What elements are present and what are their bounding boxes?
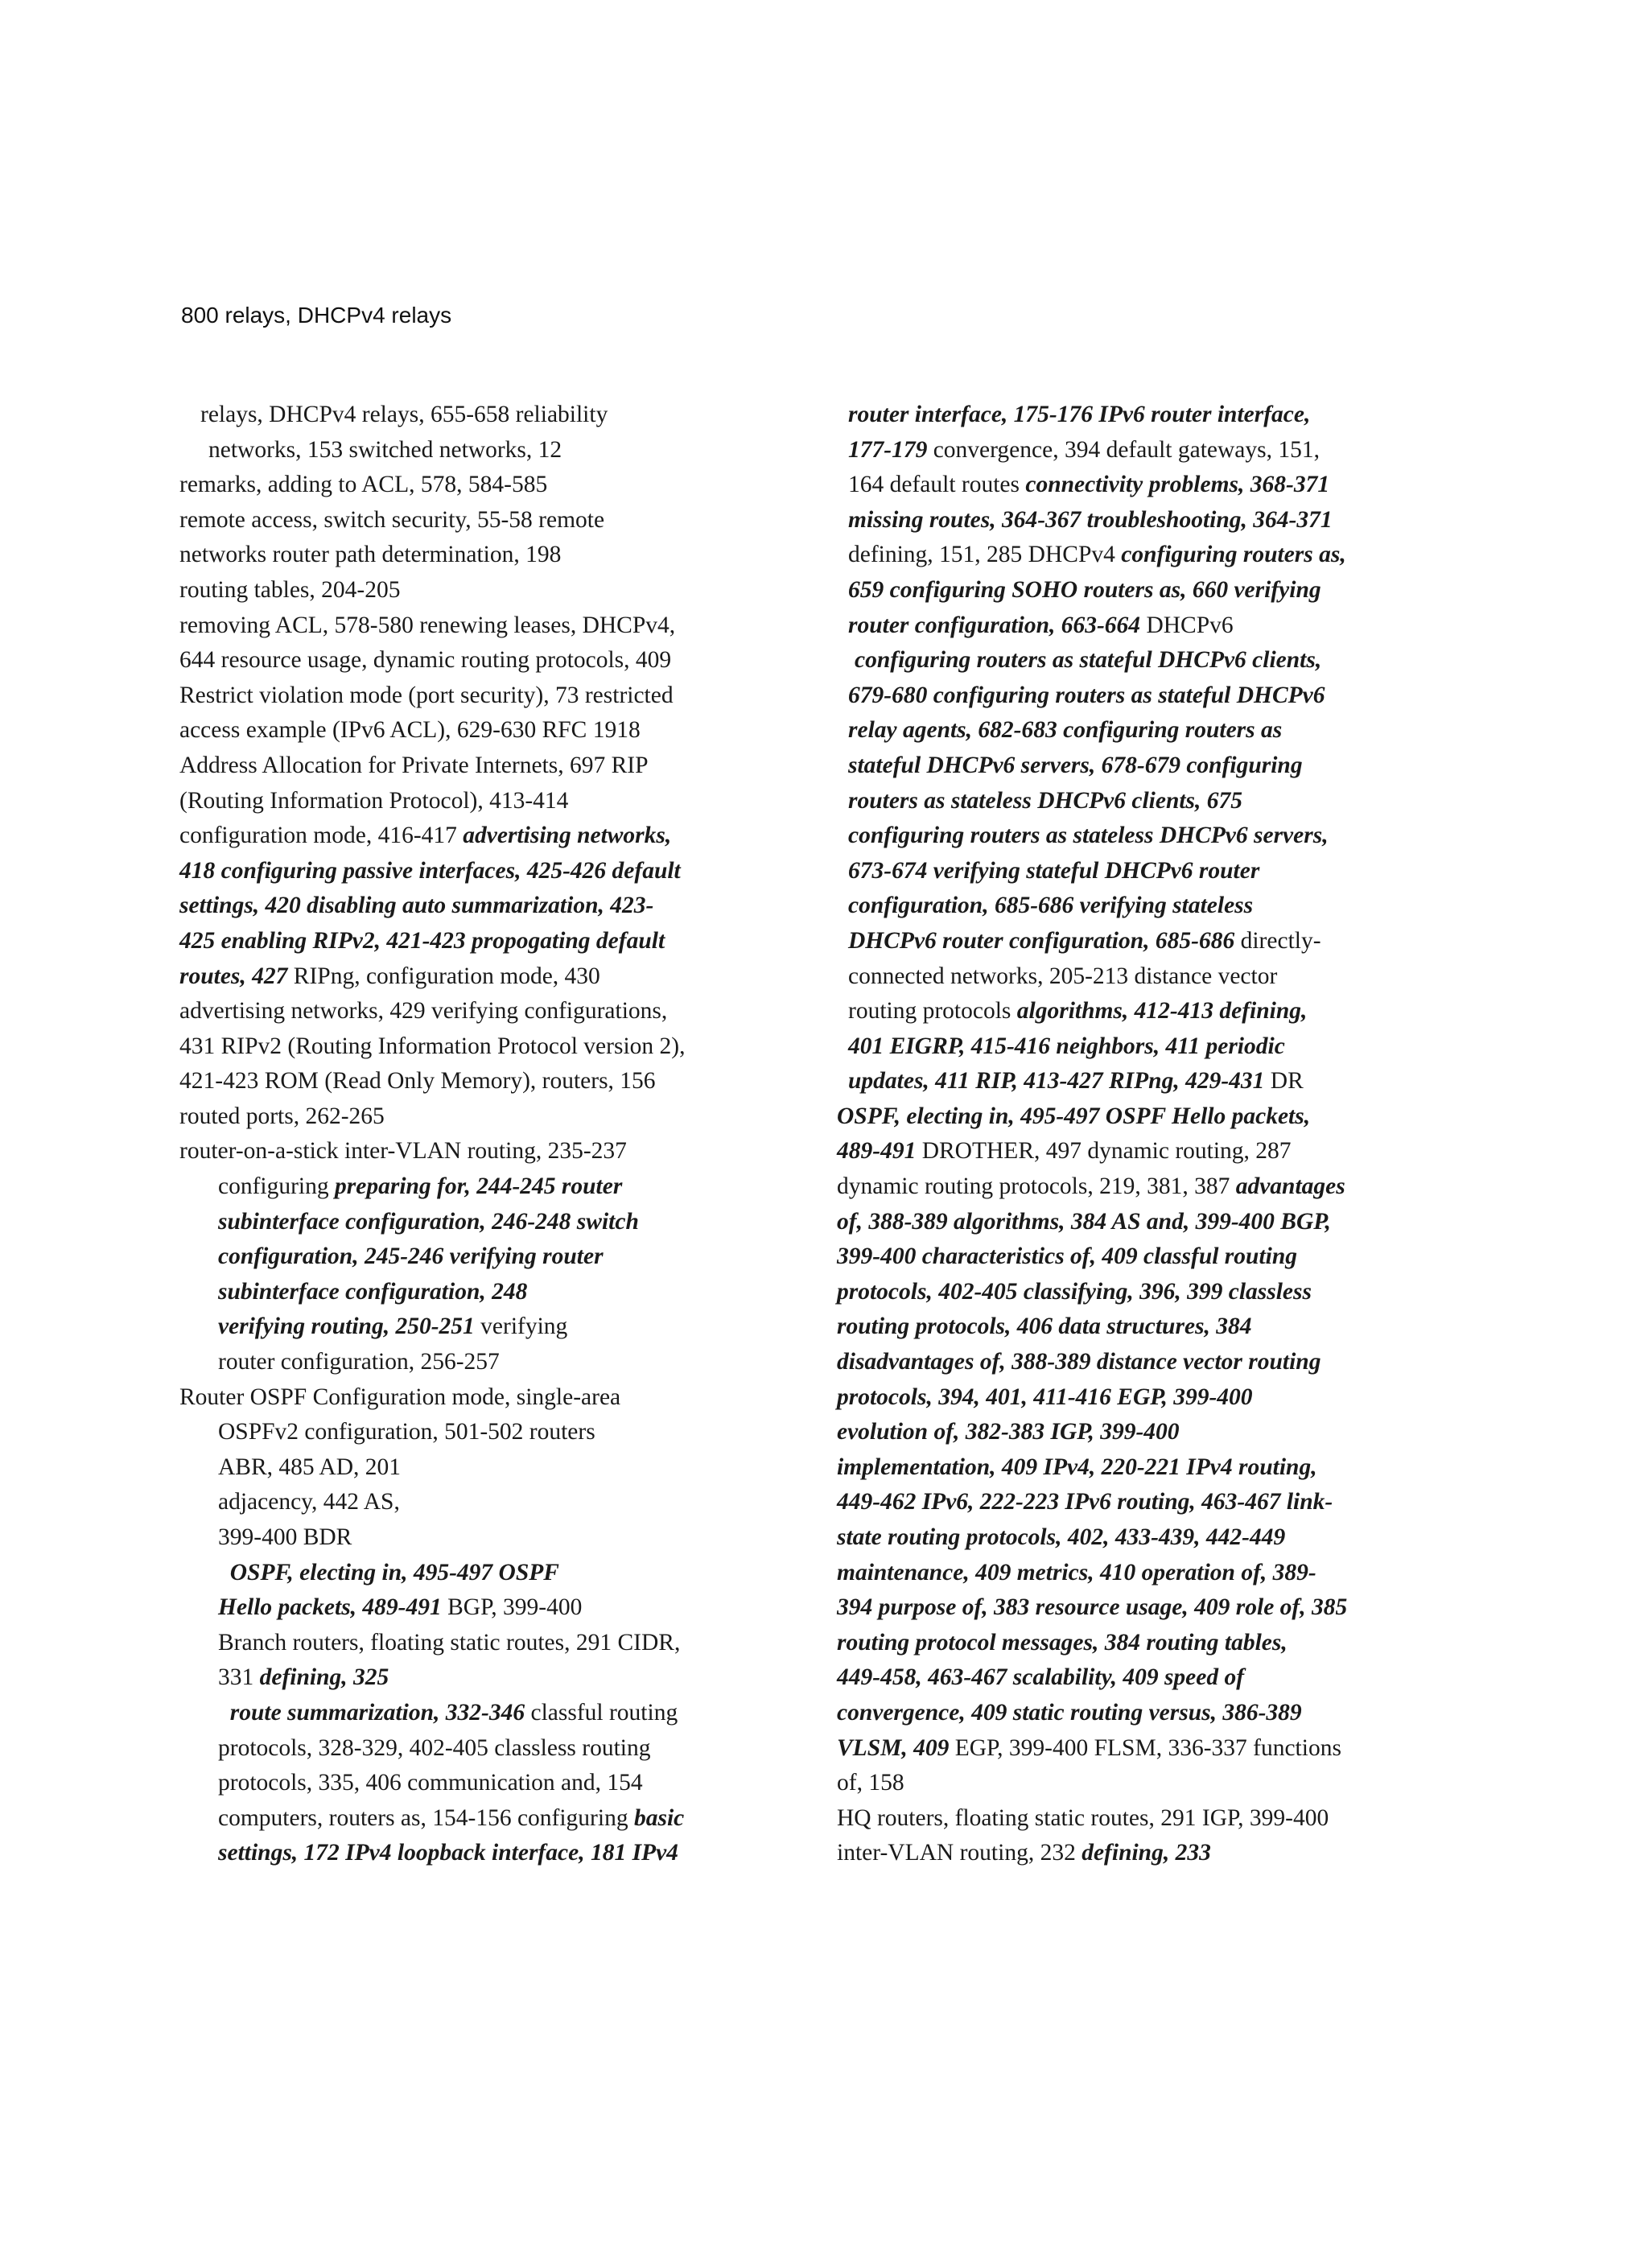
index-line (179, 784, 775, 819)
index-line (179, 1626, 775, 1661)
index-subentry-text: convergence, 409 static routing versus, 386-389 (837, 1699, 1302, 1726)
index-line (837, 1731, 1448, 1767)
index-line (179, 1801, 775, 1837)
index-line (179, 819, 775, 854)
index-subentry-text: disadvantages of, 388-389 distance vector routing (837, 1349, 1321, 1375)
index-entry-text: DROTHER, 497 dynamic routing, 287 (916, 1138, 1292, 1165)
index-entry-text: protocols, 335, 406 communication and, 154 (218, 1770, 643, 1796)
index-entry-text: directly- (1234, 927, 1321, 954)
index-subentry-text: Hello packets, 489-491 (218, 1594, 442, 1621)
index-subentry-text: configuring routers as stateless DHCPv6 servers, (848, 823, 1329, 849)
index-line (837, 1380, 1448, 1416)
index-line (179, 538, 775, 573)
index-line (179, 1660, 775, 1696)
index-entry-text: EGP, 399-400 FLSM, 336-337 functions (949, 1734, 1341, 1761)
index-entry-text: connected networks, 205-213 distance vector (848, 963, 1278, 989)
index-subentry-text: basic (633, 1804, 685, 1831)
index-subentry-text: implementation, 409 IPv4, 220-221 IPv4 routing, (837, 1454, 1317, 1480)
index-subentry-text: 489-491 (837, 1138, 917, 1165)
index-entry-text: routing protocols (848, 998, 1017, 1025)
index-line (179, 1450, 775, 1486)
index-subentry-text: configuring routers as stateful DHCPv6 clients, (855, 647, 1322, 674)
index-line (837, 643, 1448, 678)
index-entry-text: relays, DHCPv4 relays, 655-658 reliability (200, 402, 608, 427)
index-subentry-text: 659 configuring SOHO routers as, 660 verifying (848, 576, 1321, 603)
index-line (179, 1731, 775, 1767)
index-subentry-text: advantages (1235, 1173, 1345, 1200)
index-subentry-text: 399-400 characteristics of, 409 classful routing (837, 1243, 1297, 1270)
index-line (179, 1836, 775, 1871)
index-subentry-text: VLSM, 409 (837, 1734, 950, 1761)
index-line (837, 678, 1448, 714)
index-line (837, 1485, 1448, 1520)
index-line (179, 1590, 775, 1626)
index-entry-text: Address Allocation for Private Internets, 697 RIP (179, 752, 649, 778)
index-line (837, 608, 1448, 644)
index-entry-text: 399-400 BDR (218, 1524, 352, 1550)
index-subentry-text: routing protocols, 406 data structures, 384 (837, 1313, 1252, 1340)
index-entry-text: protocols, 328-329, 402-405 classless routing (218, 1734, 651, 1761)
index-entry-text: HQ routers, floating static routes, 291 IGP, 399-400 (837, 1804, 1329, 1831)
index-entry-text: 421-423 ROM (Read Only Memory), routers, 156 (179, 1068, 656, 1095)
index-entry-text: DHCPv6 (1140, 612, 1234, 638)
index-subentry-text: OSPF, electing in, 495-497 OSPF Hello packets, (837, 1103, 1311, 1129)
index-column-right (837, 398, 1448, 1871)
index-subentry-text: maintenance, 409 metrics, 410 operation of, 389- (837, 1559, 1316, 1586)
index-line (837, 1239, 1448, 1275)
index-entry-text: routed ports, 262-265 (179, 1103, 385, 1129)
index-subentry-text: OSPF, electing in, 495-497 OSPF (218, 1559, 559, 1586)
index-line (837, 433, 1448, 468)
index-subentry-text: 679-680 configuring routers as stateful DHCPv6 (848, 682, 1325, 708)
index-line (837, 924, 1448, 959)
index-entry-text: router-on-a-stick inter-VLAN routing, 235-237 (179, 1138, 627, 1165)
index-subentry-text: router configuration, 663-664 (848, 612, 1141, 638)
index-line (837, 538, 1448, 573)
index-line (179, 1520, 775, 1556)
index-entry-text: RIPng, configuration mode, 430 (287, 963, 600, 989)
index-line (837, 503, 1448, 538)
index-line (837, 1766, 1448, 1801)
index-entry-text: dynamic routing protocols, 219, 381, 387 (837, 1173, 1236, 1200)
index-line (837, 819, 1448, 854)
index-line (179, 1309, 775, 1345)
index-line (837, 889, 1448, 924)
index-line (837, 713, 1448, 748)
index-line (179, 1556, 775, 1591)
index-line (837, 1345, 1448, 1380)
index-subentry-text: 673-674 verifying stateful DHCPv6 router (848, 857, 1260, 884)
index-entry-text: BGP, 399-400 (441, 1594, 583, 1621)
index-entry-text: access example (IPv6 ACL), 629-630 RFC 1918 (179, 717, 641, 744)
index-line (837, 748, 1448, 784)
index-line (837, 854, 1448, 889)
index-entry-text: convergence, 394 default gateways, 151, (927, 436, 1320, 463)
index-line (179, 503, 775, 538)
index-line (179, 1064, 775, 1099)
index-subentry-text: connectivity problems, 368-371 (1025, 472, 1330, 498)
index-line (837, 1099, 1448, 1135)
index-subentry-text: evolution of, 382-383 IGP, 399-400 (837, 1419, 1180, 1445)
index-subentry-text: configuration, 685-686 verifying stateless (848, 893, 1254, 919)
index-subentry-text: protocols, 402-405 classifying, 396, 399 classless (837, 1278, 1312, 1305)
index-line (837, 1626, 1448, 1661)
index-column-left (179, 398, 775, 1871)
index-subentry-text: advertising networks, (463, 823, 672, 849)
index-line (837, 1029, 1448, 1065)
index-entry-text: remarks, adding to ACL, 578, 584-585 (179, 472, 548, 498)
index-entry-text: configuration mode, 416-417 (179, 823, 464, 849)
index-line (179, 608, 775, 644)
index-subentry-text: preparing for, 244-245 router (335, 1173, 623, 1200)
index-line (837, 1134, 1448, 1169)
index-subentry-text: route summarization, 332-346 (218, 1699, 525, 1726)
index-line (179, 573, 775, 608)
index-line (179, 1485, 775, 1520)
index-line (837, 1660, 1448, 1696)
index-entry-text: advertising networks, 429 verifying configurations, (179, 998, 668, 1025)
index-subentry-text: routing protocol messages, 384 routing tables, (837, 1629, 1288, 1656)
index-line (179, 678, 775, 714)
index-subentry-text: algorithms, 412-413 defining, (1016, 998, 1308, 1025)
index-subentry-text: verifying routing, 250-251 (218, 1313, 475, 1340)
index-subentry-text: configuring routers as, (1121, 542, 1346, 568)
index-line (837, 1450, 1448, 1486)
index-line (837, 994, 1448, 1029)
index-line (837, 1309, 1448, 1345)
index-line (179, 713, 775, 748)
index-entry-text: 164 default routes (848, 472, 1026, 498)
index-line (179, 1239, 775, 1275)
index-line (179, 1205, 775, 1240)
index-line (179, 1415, 775, 1450)
index-line (179, 994, 775, 1029)
index-subentry-text: stateful DHCPv6 servers, 678-679 configuring (848, 752, 1303, 778)
index-subentry-text: routers as stateless DHCPv6 clients, 675 (848, 787, 1243, 814)
index-line (179, 1169, 775, 1205)
index-entry-text: adjacency, 442 AS, (218, 1489, 400, 1515)
index-line (179, 1696, 775, 1731)
index-line (837, 1836, 1448, 1871)
index-subentry-text: 449-458, 463-467 scalability, 409 speed of (837, 1664, 1245, 1691)
index-line (179, 854, 775, 889)
index-line (179, 924, 775, 959)
index-subentry-text: settings, 420 disabling auto summarization, 423- (179, 893, 654, 919)
index-line (179, 1275, 775, 1310)
index-entry-text: 644 resource usage, dynamic routing protocols, 409 (179, 647, 672, 674)
index-subentry-text: relay agents, 682-683 configuring routers as (848, 717, 1283, 744)
index-entry-text: of, 158 (837, 1770, 904, 1796)
index-line (179, 643, 775, 678)
index-line (837, 573, 1448, 608)
index-subentry-text: updates, 411 RIP, 413-427 RIPng, 429-431 (848, 1068, 1265, 1095)
index-entry-text: routing tables, 204-205 (179, 576, 401, 603)
index-line (179, 889, 775, 924)
index-subentry-text: settings, 172 IPv4 loopback interface, 181 IPv4 (218, 1840, 678, 1866)
index-line (837, 1169, 1448, 1205)
index-subentry-text: configuration, 245-246 verifying router (218, 1243, 604, 1270)
index-entry-text: inter-VLAN routing, 232 (837, 1840, 1082, 1866)
index-entry-text: removing ACL, 578-580 renewing leases, DHCPv4, (179, 612, 676, 638)
index-entry-text: ABR, 485 AD, 201 (218, 1454, 402, 1480)
index-entry-text: remote access, switch security, 55-58 remote (179, 506, 605, 533)
index-entry-text: (Routing Information Protocol), 413-414 (179, 787, 569, 814)
index-line (837, 1415, 1448, 1450)
index-subentry-text: missing routes, 364-367 troubleshooting, 364-371 (848, 506, 1333, 533)
index-line (837, 1064, 1448, 1099)
index-subentry-text: subinterface configuration, 246-248 switch (218, 1208, 639, 1235)
index-subentry-text: 394 purpose of, 383 resource usage, 409 role of, 385 (837, 1594, 1348, 1621)
index-line (179, 959, 775, 995)
index-subentry-text: 449-462 IPv6, 222-223 IPv6 routing, 463-467 link- (837, 1489, 1333, 1515)
index-subentry-text: defining, 233 (1082, 1840, 1211, 1866)
index-entry-text: router configuration, 256-257 (218, 1349, 500, 1375)
index-entry-text: configuring (218, 1173, 336, 1200)
index-subentry-text: 401 EIGRP, 415-416 neighbors, 411 periodic (848, 1033, 1285, 1059)
index-subentry-text: protocols, 394, 401, 411-416 EGP, 399-400 (837, 1383, 1253, 1410)
index-entry-text: networks router path determination, 198 (179, 542, 562, 568)
index-line (179, 1345, 775, 1380)
index-line (837, 1801, 1448, 1837)
index-entry-text: computers, routers as, 154-156 configuring (218, 1804, 634, 1831)
index-entry-text: 431 RIPv2 (Routing Information Protocol version 2), (179, 1033, 686, 1059)
index-line (179, 1766, 775, 1801)
index-line (179, 398, 775, 433)
index-subentry-text: state routing protocols, 402, 433-439, 442-449 (837, 1524, 1286, 1550)
index-line (179, 1029, 775, 1065)
index-entry-text: 331 (218, 1664, 260, 1691)
index-entry-text: defining, 151, 285 DHCPv4 (848, 542, 1122, 568)
index-line (837, 959, 1448, 995)
index-entry-text: networks, 153 switched networks, 12 (208, 436, 562, 463)
index-line (837, 1275, 1448, 1310)
index-entry-text: verifying (474, 1313, 568, 1340)
index-line (179, 1380, 775, 1416)
index-entry-text: Router OSPF Configuration mode, single-area (179, 1383, 621, 1410)
index-line (837, 468, 1448, 503)
index-subentry-text: DHCPv6 router configuration, 685-686 (848, 927, 1235, 954)
index-line (837, 398, 1448, 433)
running-header: 800 relays, DHCPv4 relays (181, 303, 452, 328)
index-line (837, 1696, 1448, 1731)
index-line (837, 1556, 1448, 1591)
index-subentry-text: subinterface configuration, 248 (218, 1278, 528, 1305)
index-line (179, 1134, 775, 1169)
index-subentry-text: 425 enabling RIPv2, 421-423 propogating default (179, 927, 665, 954)
index-subentry-text: 418 configuring passive interfaces, 425-426 default (179, 857, 681, 884)
index-subentry-text: router interface, 175-176 IPv6 router interface, (848, 402, 1311, 427)
index-entry-text: OSPFv2 configuration, 501-502 routers (218, 1419, 595, 1445)
index-line (179, 1099, 775, 1135)
index-line (837, 1590, 1448, 1626)
index-entry-text: classful routing (525, 1699, 678, 1726)
index-subentry-text: 177-179 (848, 436, 928, 463)
index-entry-text: Branch routers, floating static routes, 291 CIDR, (218, 1629, 681, 1656)
index-subentry-text: defining, 325 (259, 1664, 389, 1691)
index-subentry-text: of, 388-389 algorithms, 384 AS and, 399-400 BGP, (837, 1208, 1331, 1235)
index-subentry-text: routes, 427 (179, 963, 288, 989)
index-line (179, 468, 775, 503)
index-line (837, 1520, 1448, 1556)
index-line (179, 748, 775, 784)
index-line (179, 433, 775, 468)
index-entry-text: Restrict violation mode (port security), 73 restricted (179, 682, 674, 708)
index-entry-text: DR (1264, 1068, 1304, 1095)
index-line (837, 1205, 1448, 1240)
index-line (837, 784, 1448, 819)
